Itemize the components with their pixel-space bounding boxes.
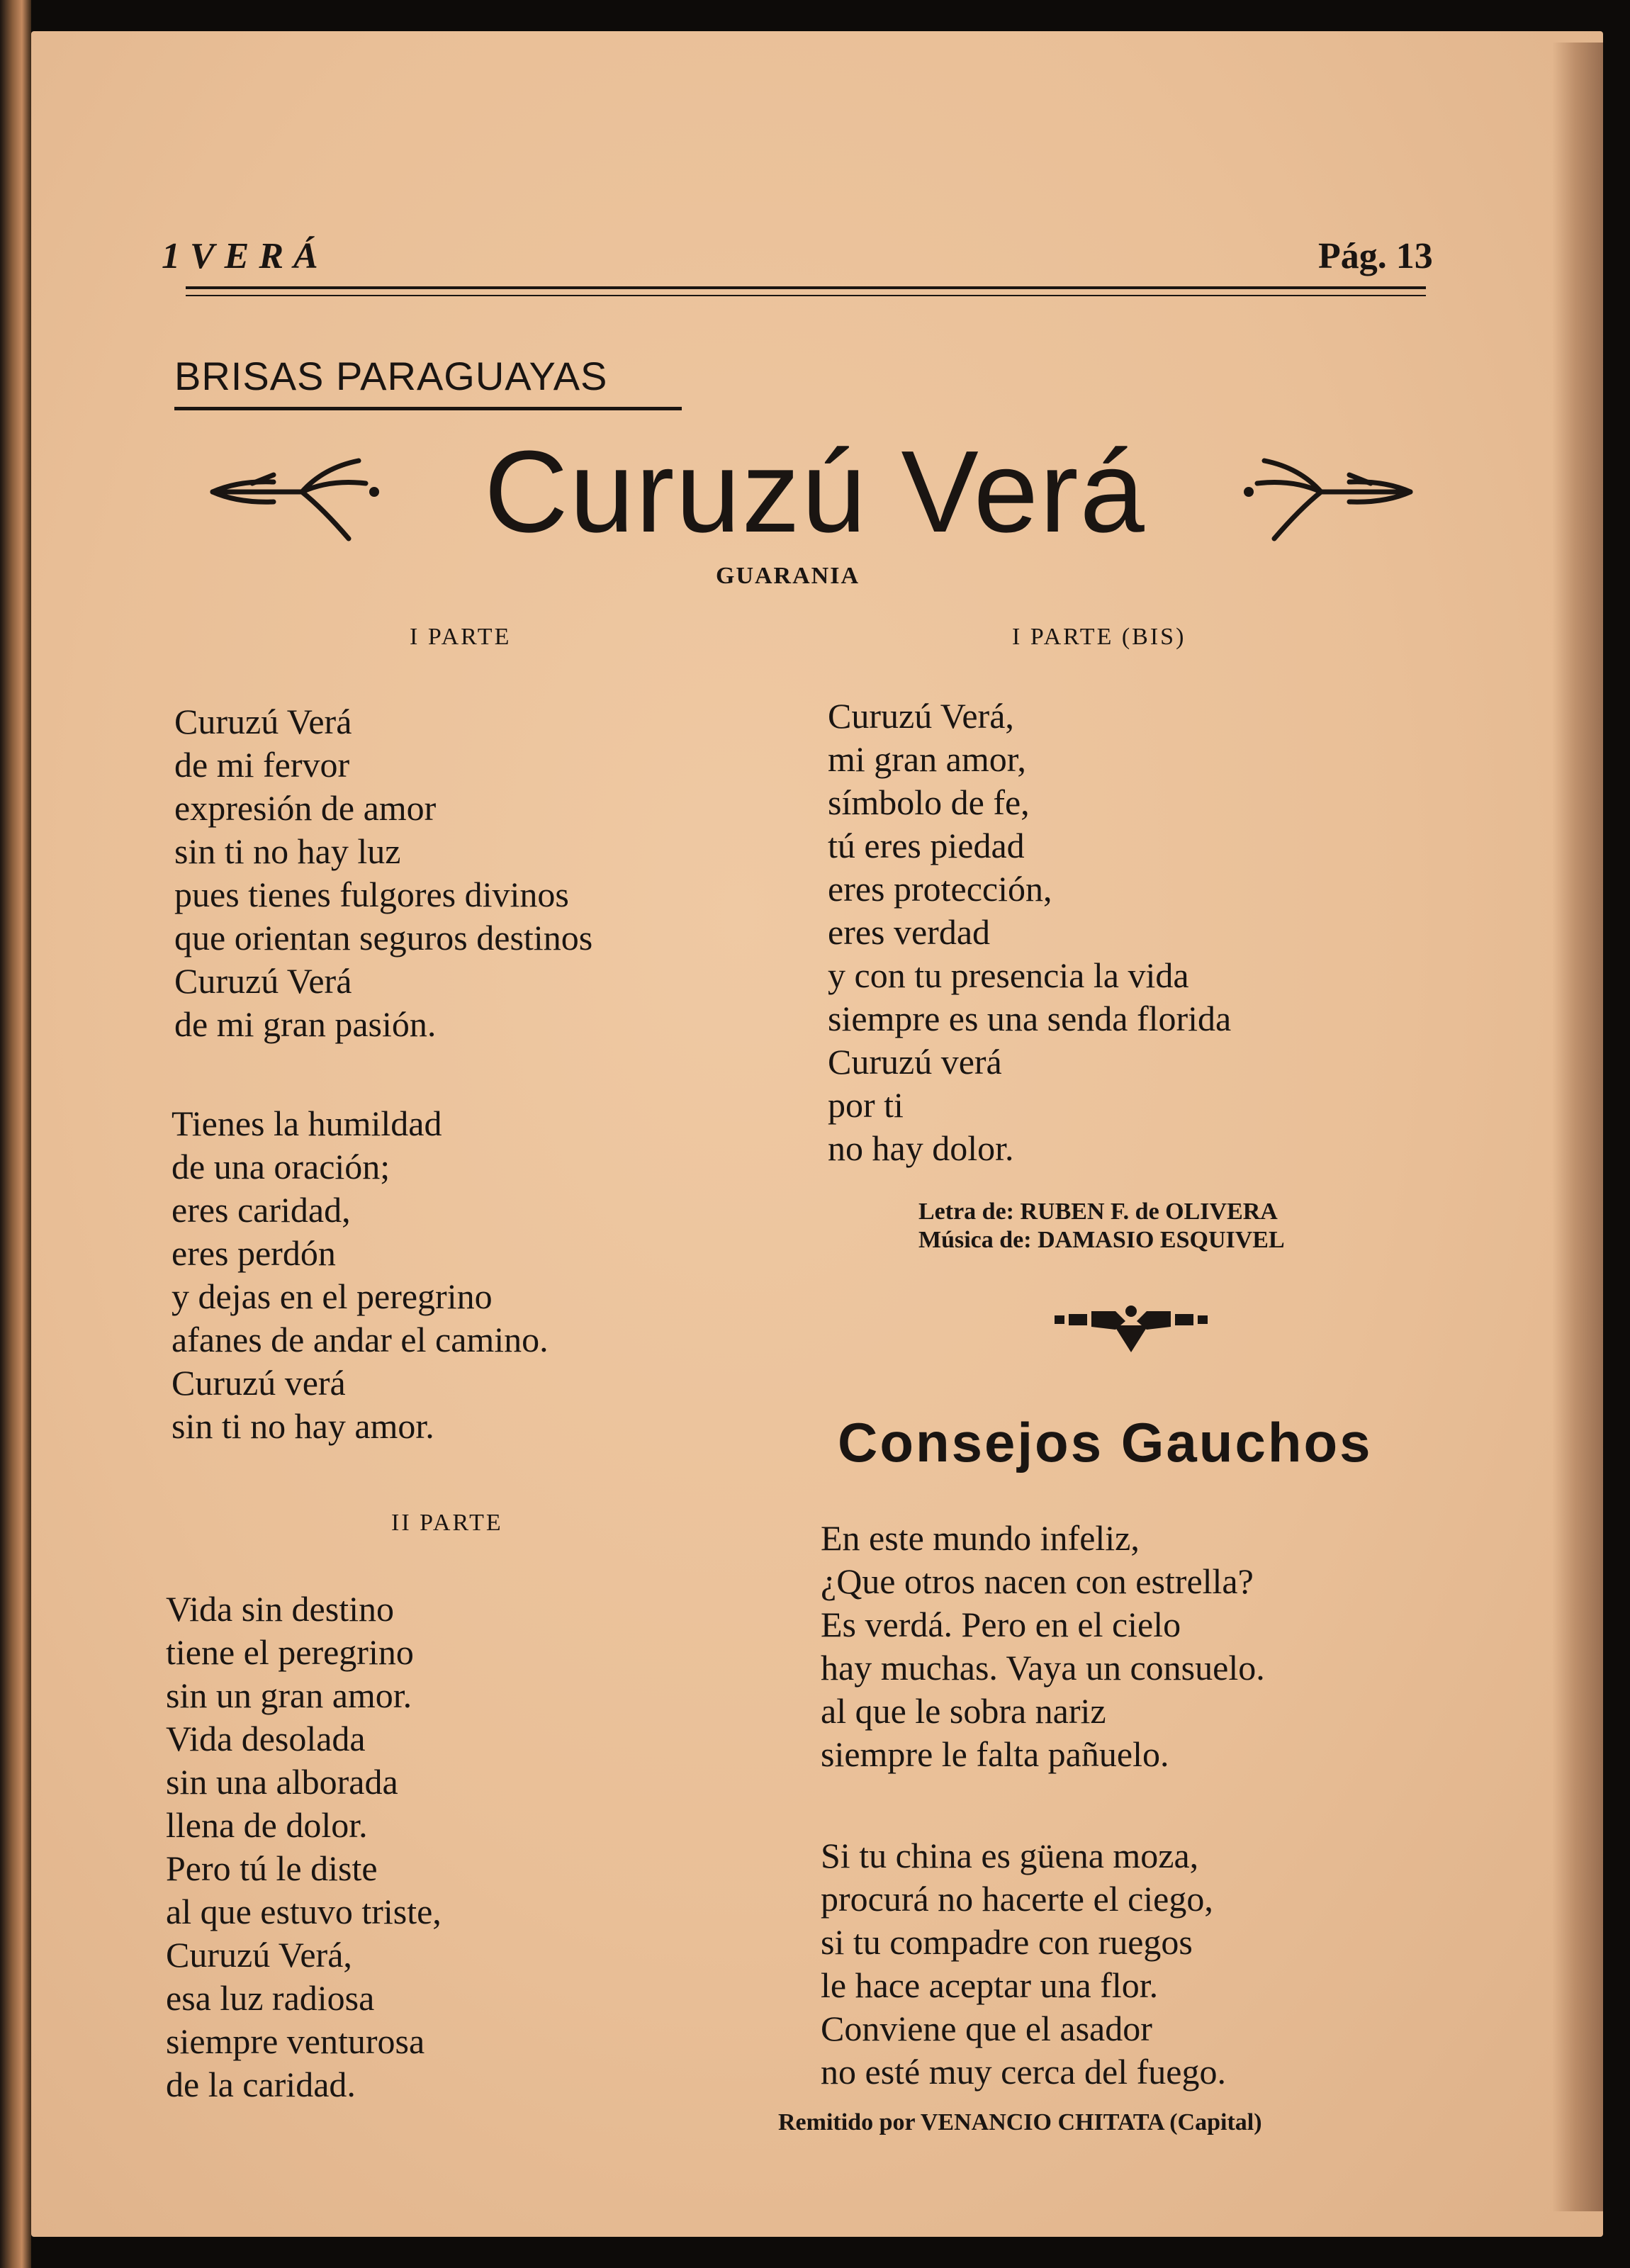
verse-line: de la caridad. xyxy=(166,2065,356,2104)
verse-line: símbolo de fe, xyxy=(828,782,1030,822)
music-credit: Música de: DAMASIO ESQUIVEL xyxy=(918,1227,1285,1253)
consejos-title: Consejos Gauchos xyxy=(838,1411,1373,1473)
header-rule xyxy=(186,286,1426,289)
verse-line: Vida desolada xyxy=(166,1719,366,1758)
verse-line: eres caridad, xyxy=(172,1190,351,1230)
stanza-consejos-1 xyxy=(821,1517,1265,1776)
part-1-label: I PARTE xyxy=(410,624,512,650)
verse-line: siempre venturosa xyxy=(166,2021,425,2061)
verse-line: expresión de amor xyxy=(174,788,437,828)
verse-line: Tienes la humildad xyxy=(172,1104,442,1143)
page-number: Pág. 13 xyxy=(1318,236,1433,276)
section-heading: BRISAS PARAGUAYAS xyxy=(174,354,608,398)
stanza-part1-b xyxy=(172,1102,549,1448)
song-title: Curuzú Verá xyxy=(484,427,1146,556)
verse-line: pues tienes fulgores divinos xyxy=(174,875,569,914)
verse-line: Curuzú Verá xyxy=(174,702,352,741)
verse-line: de mi fervor xyxy=(174,745,350,785)
verse-line: Conviene que el asador xyxy=(821,2009,1152,2048)
verse-line: sin una alborada xyxy=(166,1762,398,1802)
stanza-part2 xyxy=(166,1588,442,2106)
part-1-bis-label: I PARTE (BIS) xyxy=(1012,624,1186,650)
verse-line: de mi gran pasión. xyxy=(174,1004,437,1044)
song-credits xyxy=(918,1198,1285,1254)
verse-line: le hace aceptar una flor. xyxy=(821,1965,1159,2005)
verse-line: de una oración; xyxy=(172,1147,390,1186)
verse-line: tú eres piedad xyxy=(828,826,1025,865)
verse-line: eres verdad xyxy=(828,912,991,952)
verse-line: Vida sin destino xyxy=(166,1589,394,1629)
verse-line: mi gran amor, xyxy=(828,739,1026,779)
verse-line: siempre le falta pañuelo. xyxy=(821,1734,1169,1774)
verse-line: eres perdón xyxy=(172,1233,336,1273)
verse-line: que orientan seguros destinos xyxy=(174,918,593,958)
verse-line: no esté muy cerca del fuego. xyxy=(821,2052,1226,2092)
verse-line: si tu compadre con ruegos xyxy=(821,1922,1193,1962)
book-binding-edge xyxy=(0,0,31,2268)
verse-line: al que estuvo triste, xyxy=(166,1892,442,1931)
verse-line: tiene el peregrino xyxy=(166,1632,414,1672)
verse-line: y dejas en el peregrino xyxy=(172,1276,493,1316)
lyrics-credit: Letra de: RUBEN F. de OLIVERA xyxy=(918,1198,1278,1225)
verse-line: procurá no hacerte el ciego, xyxy=(821,1879,1213,1919)
verse-line: no hay dolor. xyxy=(828,1128,1014,1168)
verse-line: al que le sobra nariz xyxy=(821,1691,1106,1731)
stanza-part1-a xyxy=(174,700,592,1046)
stanza-consejos-2 xyxy=(821,1834,1226,2094)
verse-line: En este mundo infeliz, xyxy=(821,1518,1140,1558)
remitted-by: Remitido por VENANCIO CHITATA (Capital) xyxy=(778,2109,1262,2135)
header-rule-thin xyxy=(186,295,1426,296)
verse-line: Es verdá. Pero en el cielo xyxy=(821,1605,1181,1644)
verse-line: Curuzú verá xyxy=(828,1042,1002,1082)
verse-line: sin ti no hay luz xyxy=(174,831,401,871)
verse-line: sin ti no hay amor. xyxy=(172,1406,434,1446)
verse-line: sin un gran amor. xyxy=(166,1675,412,1715)
verse-line: esa luz radiosa xyxy=(166,1978,375,2018)
verse-line: Curuzú Verá, xyxy=(828,696,1014,736)
magazine-title: 1VERÁ xyxy=(162,236,328,276)
verse-line: eres protección, xyxy=(828,869,1052,909)
verse-line: siempre es una senda florida xyxy=(828,999,1232,1038)
verse-line: hay muchas. Vaya un consuelo. xyxy=(821,1648,1265,1688)
ornament-right-icon xyxy=(1243,439,1413,546)
verse-line: ¿Que otros nacen con estrella? xyxy=(821,1561,1254,1601)
page-shadow-edge xyxy=(1552,43,1603,2211)
verse-line: Curuzú Verá, xyxy=(166,1935,352,1975)
stanza-part1-bis xyxy=(828,695,1231,1170)
verse-line: Curuzú verá xyxy=(172,1363,346,1403)
verse-line: por ti xyxy=(828,1085,904,1125)
verse-line: Pero tú le diste xyxy=(166,1848,378,1888)
verse-line: y con tu presencia la vida xyxy=(828,955,1189,995)
song-genre: GUARANIA xyxy=(716,563,860,589)
verse-line: afanes de andar el camino. xyxy=(172,1320,549,1359)
verse-line: Curuzú Verá xyxy=(174,961,352,1001)
part-2-label: II PARTE xyxy=(391,1510,503,1536)
verse-line: llena de dolor. xyxy=(166,1805,368,1845)
divider-ornament-icon xyxy=(1055,1301,1208,1358)
verse-line: Si tu china es güena moza, xyxy=(821,1836,1199,1875)
section-underline xyxy=(174,407,682,410)
